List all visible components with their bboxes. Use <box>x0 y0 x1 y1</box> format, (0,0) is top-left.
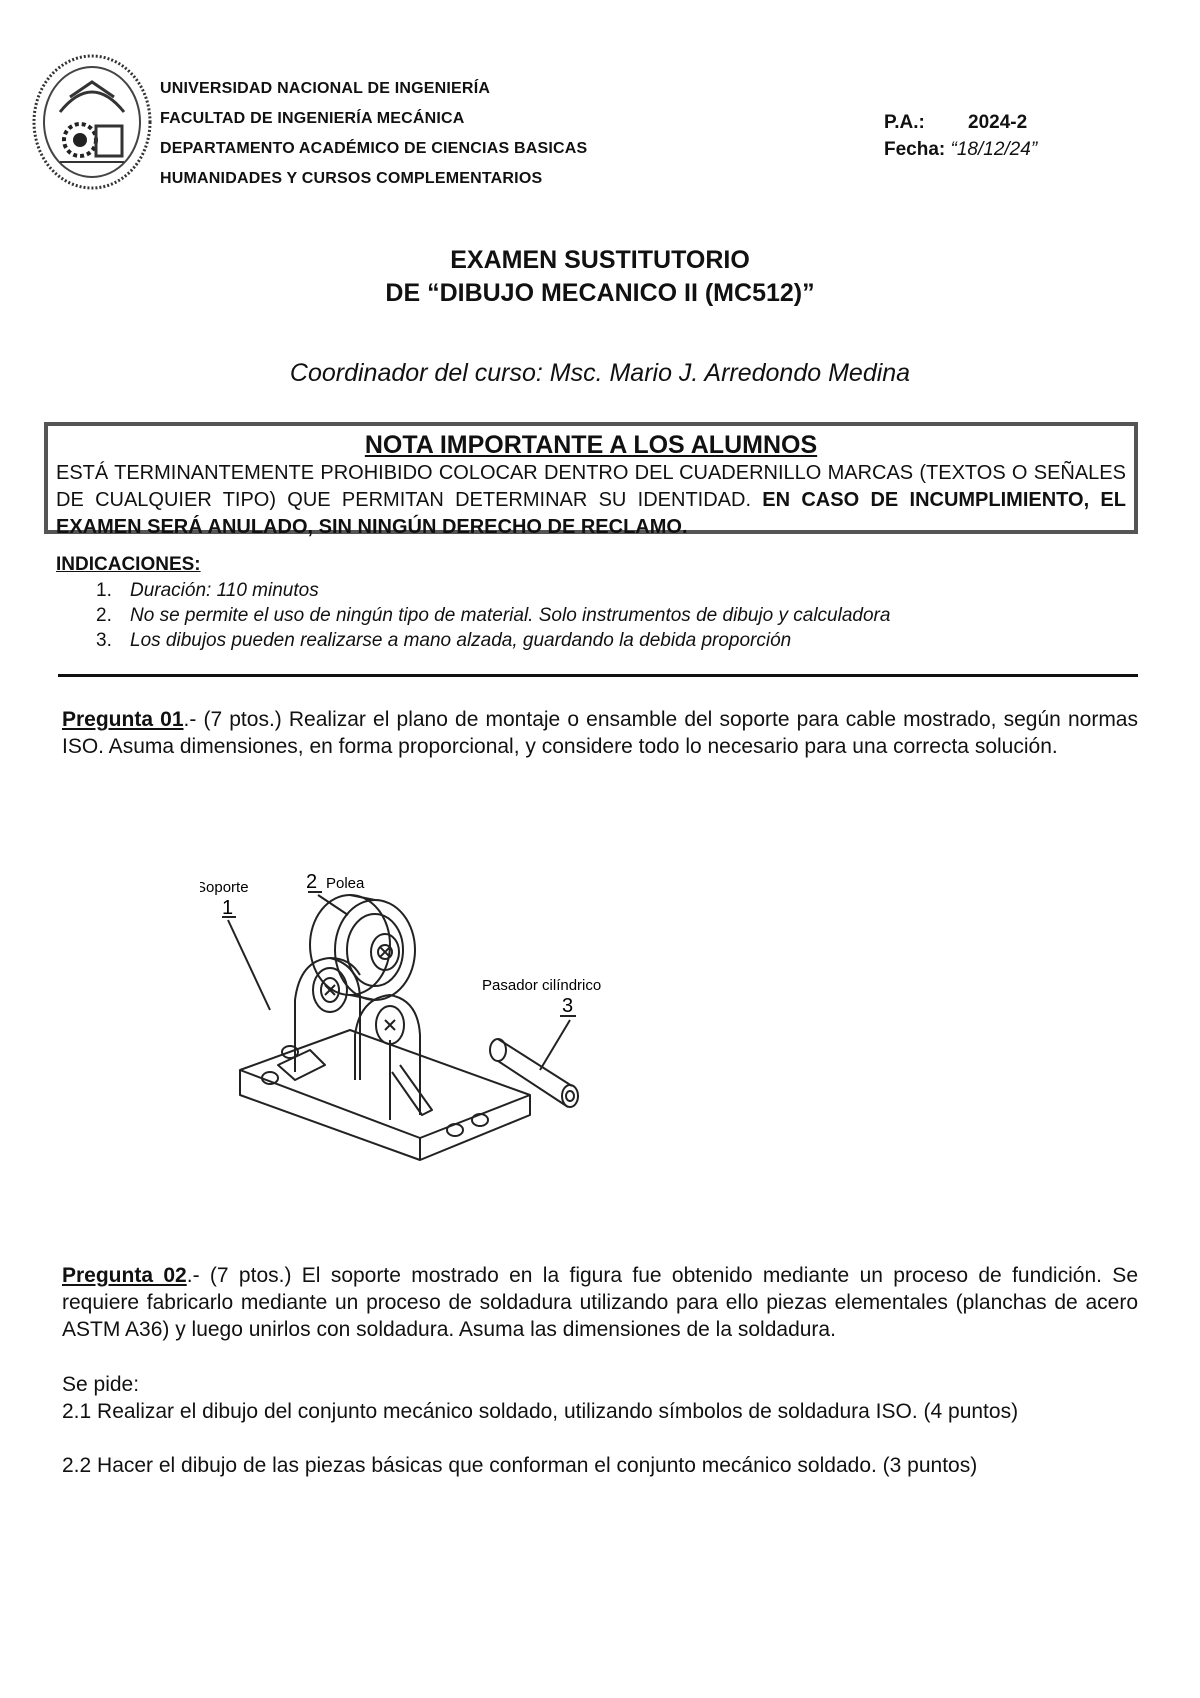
question-01-heading: Pregunta 01 <box>62 708 184 731</box>
label-polea-number: 2 <box>306 871 318 893</box>
header-humanities: HUMANIDADES Y CURSOS COMPLEMENTARIOS <box>160 170 543 187</box>
question-02-heading: Pregunta 02 <box>62 1264 187 1287</box>
question-01-text: .- (7 ptos.) Realizar el plano de montaje o ensamble del soporte para cable mostrado, según normas ISO. Asuma dimensiones, en forma proporcional, y considere todo lo necesario para una correcta solución. <box>62 708 1138 758</box>
header-faculty: FACULTAD DE INGENIERÍA MECÁNICA <box>160 110 465 127</box>
pa-label: P.A.: <box>884 112 925 133</box>
header-department: DEPARTAMENTO ACADÉMICO DE CIENCIAS BASICAS <box>160 140 588 157</box>
note-body-text: ESTÁ TERMINANTEMENTE PROHIBIDO COLOCAR DENTRO DEL CUADERNILLO MARCAS (TEXTOS O SEÑALES DE CUALQUIER TIPO) QUE PERMITAN DETERMINAR SU IDENTIDAD. <box>56 462 1126 511</box>
leader-polea <box>318 895 348 915</box>
section-divider <box>58 674 1138 677</box>
label-pasador: Pasador cilíndrico <box>482 977 602 994</box>
pin-drawing <box>490 1039 578 1107</box>
pa-value: 2024-2 <box>968 112 1028 133</box>
note-body-warning: EN CASO DE INCUMPLIMIENTO, EL EXAMEN SERÁ ANULADO, SIN NINGÚN DERECHO DE RECLAMO. <box>56 489 1126 538</box>
question-02-se-pide: Se pide: <box>62 1373 140 1396</box>
assembly-figure <box>200 840 680 1260</box>
header-university: UNIVERSIDAD NACIONAL DE INGENIERÍA <box>160 80 491 97</box>
label-polea: Polea <box>326 875 365 892</box>
question-02-item-2: 2.2 Hacer el dibujo de las piezas básicas que conforman el conjunto mecánico soldado. (3 puntos) <box>62 1454 978 1477</box>
fecha-label: Fecha: <box>884 139 946 160</box>
question-02 <box>62 1262 1138 1343</box>
question-02-text: .- (7 ptos.) El soporte mostrado en la figura fue obtenido mediante un proceso de fundición. Se requiere fabricarlo mediante un proceso de soldadura utilizando para ello piezas elementales (planchas de acero ASTM A36) y luego unirlos con soldadura. Asuma las dimensiones de la soldadura. <box>62 1264 1138 1341</box>
pulley-drawing <box>310 895 415 1000</box>
important-note-box <box>44 422 1138 538</box>
label-soporte: Soporte <box>200 879 249 896</box>
leader-pasador <box>540 1020 570 1070</box>
question-02-item-1: 2.1 Realizar el dibujo del conjunto mecánico soldado, utilizando símbolos de soldadura ISO. (4 puntos) <box>62 1400 1019 1423</box>
question-01 <box>62 706 1138 760</box>
fecha-row <box>884 139 1037 161</box>
label-pasador-number: 3 <box>562 995 574 1017</box>
indicaciones-heading: INDICACIONES: <box>56 554 201 575</box>
leader-soporte <box>228 920 270 1010</box>
course-coordinator: Coordinador del curso: Msc. Mario J. Arredondo Medina <box>289 359 911 387</box>
university-seal <box>30 52 154 192</box>
exam-title: EXAMEN SUSTITUTORIO <box>450 246 750 274</box>
indicacion-item: 2. No se permite el uso de ningún tipo de material. Solo instrumentos de dibujo y calculadora <box>96 605 891 626</box>
course-title: DE “DIBUJO MECANICO II (MC512)” <box>385 279 815 307</box>
indicacion-item: 3. Los dibujos pueden realizarse a mano alzada, guardando la debida proporción <box>96 630 792 651</box>
note-title: NOTA IMPORTANTE A LOS ALUMNOS <box>364 431 818 459</box>
fecha-value: “18/12/24” <box>950 139 1038 160</box>
indicacion-item: 1. Duración: 110 minutos <box>96 580 319 601</box>
label-soporte-number: 1 <box>222 897 234 919</box>
note-body <box>48 460 1134 541</box>
